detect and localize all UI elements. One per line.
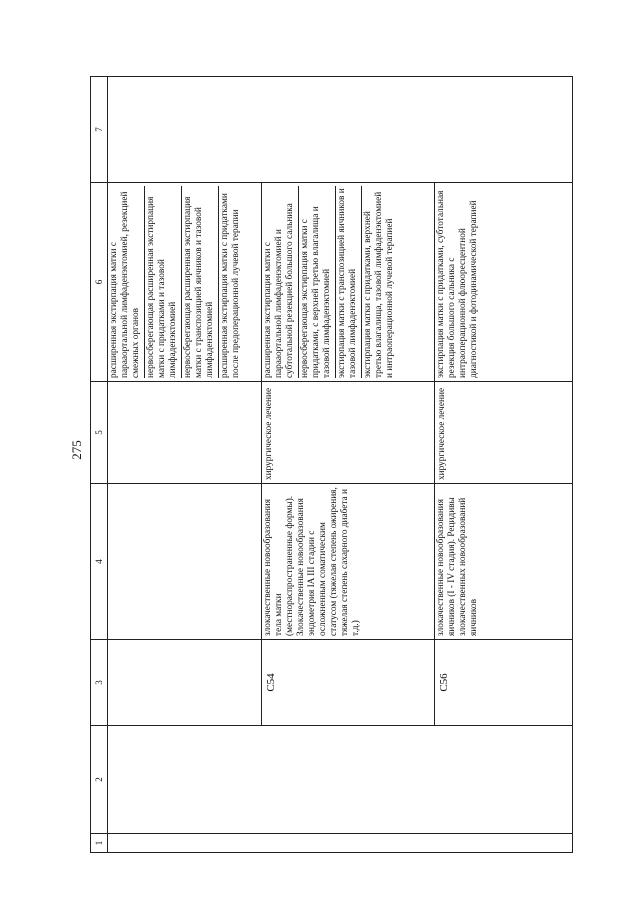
table-container bbox=[90, 77, 569, 853]
column-number: 3 bbox=[91, 640, 108, 726]
cell-method: хирургическое лечение bbox=[435, 382, 573, 484]
cell-code: C56 bbox=[435, 640, 573, 726]
treatment-item: расширенная экстирпация матки с парааортальной лимфаденэктомией и субтотальной резекцией большого сальника bbox=[262, 186, 299, 378]
cell-col7 bbox=[108, 77, 573, 183]
treatment-item: экстирпация матки с транспозицией яичников и тазовой лимфаденэктомией bbox=[336, 186, 362, 378]
column-number: 2 bbox=[91, 726, 108, 834]
column-number: 5 bbox=[91, 382, 108, 484]
column-number: 4 bbox=[91, 484, 108, 640]
treatment-item: расширенная экстирпация матки с парааортальной лимфаденэктомией, резекцией смежных органов bbox=[108, 186, 145, 378]
cell-col1 bbox=[108, 834, 573, 853]
cell-code bbox=[108, 640, 262, 726]
cell-method: хирургическое лечение bbox=[262, 382, 435, 484]
page-number: 275 bbox=[69, 440, 84, 460]
table-row bbox=[108, 77, 262, 853]
column-number-row bbox=[91, 77, 108, 853]
cell-method bbox=[108, 382, 262, 484]
cell-condition: злокачественные новообразования тела матки (местнораспространенные формы). Злокачественные новообразования эндометрия IA III стадии с осложненным соматическим статусом (тяжелая степень ожирения, тяжелая степень сахарного диабета и т.д.) bbox=[262, 484, 435, 640]
cell-condition bbox=[108, 484, 262, 640]
treatment-item: расширенная экстирпация матки с придатками после предоперационной лучевой терапии bbox=[220, 193, 241, 378]
cell-condition: злокачественные новообразования яичников (I - IV стадия). Рецидивы злокачественных новообразований яичников bbox=[435, 484, 573, 640]
cell-col2 bbox=[108, 726, 573, 834]
column-number: 6 bbox=[91, 183, 108, 382]
column-number: 1 bbox=[91, 834, 108, 853]
treatment-item: нервосберегающая экстирпация матки с придатками, с верхней третью влагалища и тазовой лимфаденэктомией bbox=[299, 186, 336, 378]
cell-code: C54 bbox=[262, 640, 435, 726]
treatment-item: экстирпация матки с придатками, субтотальная резекция большого сальника с интраоперационной флюоресцентной диагностикой и фотодинамической терапией bbox=[436, 190, 479, 378]
treatment-item: нервосберегающая расширенная экстирпация матки с придатками и тазовой лимфаденэктомией bbox=[145, 186, 182, 378]
treatment-item: нервосберегающая расширенная экстирпация матки с транспозицией яичников и тазовой лимфаденэктомией bbox=[182, 186, 219, 378]
cell-treatments bbox=[435, 183, 573, 382]
column-number: 7 bbox=[91, 77, 108, 183]
cell-treatments bbox=[262, 183, 435, 382]
treatment-table bbox=[90, 76, 573, 853]
treatment-item: экстирпация матки с придатками, верхней третью влагалища, тазовой лимфаденэктомией и интраоперационной лучевой терапией bbox=[363, 191, 395, 378]
cell-treatments bbox=[108, 183, 262, 382]
